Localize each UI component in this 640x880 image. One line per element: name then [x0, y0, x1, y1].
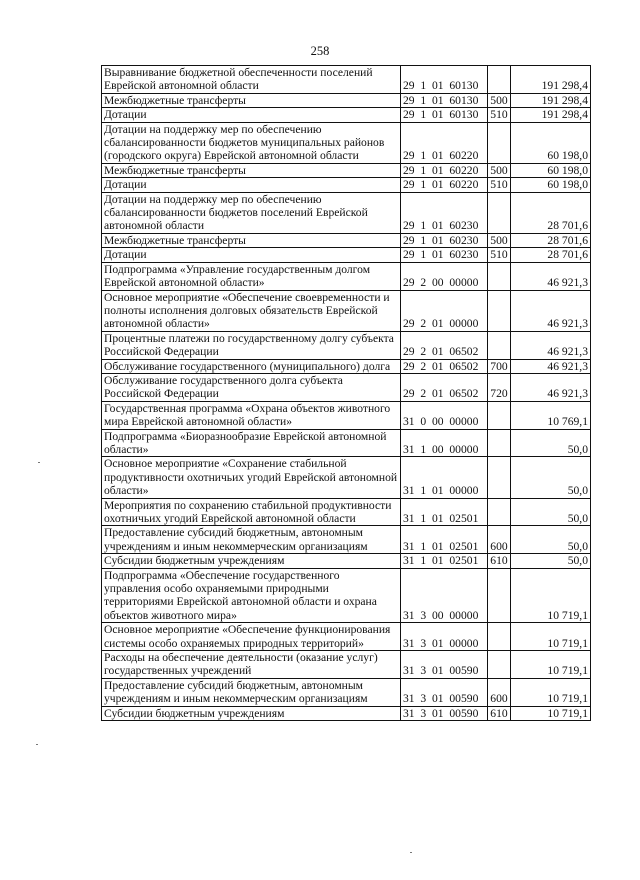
row-name-cell: Процентные платежи по государственному долгу субъекта Российской Федерации [102, 331, 401, 359]
amount-cell: 46 921,3 [511, 331, 591, 359]
expense-type-code-cell: 720 [488, 373, 511, 401]
table-row [102, 233, 591, 247]
row-name-cell: Дотации [102, 178, 401, 192]
page-number: 258 [310, 44, 330, 58]
expense-type-code-cell [488, 331, 511, 359]
target-article-code-cell: 31 1 01 00000 [401, 457, 488, 498]
row-name-cell: Расходы на обеспечение деятельности (оказание услуг) государственных учреждений [102, 651, 401, 679]
table-row [102, 248, 591, 262]
target-article-code-cell: 29 1 01 60230 [401, 233, 488, 247]
row-name-cell: Мероприятия по сохранению стабильной продуктивности охотничьих угодий Еврейской автономной области [102, 498, 401, 526]
row-name-cell: Основное мероприятие «Обеспечение функционирования системы особо охраняемых природных территорий» [102, 623, 401, 651]
table-row [102, 498, 591, 526]
target-article-code-cell: 31 3 01 00590 [401, 651, 488, 679]
row-name-cell: Предоставление субсидий бюджетным, автономным учреждениям и иным некоммерческим организациям [102, 678, 401, 706]
target-article-code-cell: 29 1 01 60220 [401, 178, 488, 192]
expense-type-code-cell [488, 498, 511, 526]
table-row [102, 359, 591, 373]
amount-cell: 28 701,6 [511, 192, 591, 233]
row-name-cell: Дотации [102, 108, 401, 122]
table-row [102, 401, 591, 429]
scan-speck [410, 852, 412, 853]
row-name-cell: Межбюджетные трансферты [102, 163, 401, 177]
row-name-cell: Субсидии бюджетным учреждениям [102, 554, 401, 568]
amount-cell: 50,0 [511, 498, 591, 526]
table-row [102, 163, 591, 177]
row-name-cell: Подпрограмма «Управление государственным долгом Еврейской автономной области» [102, 262, 401, 290]
table-row [102, 706, 591, 720]
target-article-code-cell: 29 1 01 60230 [401, 248, 488, 262]
expense-type-code-cell [488, 651, 511, 679]
amount-cell: 46 921,3 [511, 290, 591, 331]
expense-type-code-cell [488, 429, 511, 457]
row-name-cell: Субсидии бюджетным учреждениям [102, 706, 401, 720]
table-row [102, 457, 591, 498]
expense-type-code-cell: 510 [488, 108, 511, 122]
amount-cell: 10 719,1 [511, 678, 591, 706]
table-row [102, 93, 591, 107]
table-row [102, 554, 591, 568]
expense-type-code-cell: 600 [488, 678, 511, 706]
target-article-code-cell: 29 2 01 06502 [401, 359, 488, 373]
expense-type-code-cell [488, 290, 511, 331]
table-row [102, 66, 591, 94]
target-article-code-cell: 29 1 01 60130 [401, 93, 488, 107]
expense-type-code-cell: 500 [488, 93, 511, 107]
amount-cell: 10 719,1 [511, 623, 591, 651]
target-article-code-cell: 29 1 01 60220 [401, 122, 488, 163]
row-name-cell: Межбюджетные трансферты [102, 93, 401, 107]
table-row [102, 373, 591, 401]
table-row [102, 568, 591, 623]
expense-type-code-cell [488, 192, 511, 233]
target-article-code-cell: 31 1 01 02501 [401, 554, 488, 568]
table-row [102, 651, 591, 679]
table-row [102, 108, 591, 122]
amount-cell: 10 719,1 [511, 706, 591, 720]
table-row [102, 290, 591, 331]
table-row [102, 331, 591, 359]
row-name-cell: Выравнивание бюджетной обеспеченности поселений Еврейской автономной области [102, 66, 401, 94]
amount-cell: 46 921,3 [511, 373, 591, 401]
amount-cell: 50,0 [511, 554, 591, 568]
budget-table-body [102, 66, 591, 721]
target-article-code-cell: 29 1 01 60130 [401, 108, 488, 122]
expense-type-code-cell [488, 568, 511, 623]
target-article-code-cell: 29 2 01 06502 [401, 331, 488, 359]
budget-table [101, 65, 591, 721]
target-article-code-cell: 31 1 01 02501 [401, 526, 488, 554]
amount-cell: 46 921,3 [511, 262, 591, 290]
expense-type-code-cell: 510 [488, 178, 511, 192]
expense-type-code-cell: 500 [488, 163, 511, 177]
amount-cell: 46 921,3 [511, 359, 591, 373]
row-name-cell: Основное мероприятие «Обеспечение своевременности и полноты исполнения долговых обязательств Еврейской автономной области» [102, 290, 401, 331]
expense-type-code-cell [488, 623, 511, 651]
table-row [102, 678, 591, 706]
row-name-cell: Обслуживание государственного (муниципального) долга [102, 359, 401, 373]
target-article-code-cell: 29 2 01 00000 [401, 290, 488, 331]
row-name-cell: Обслуживание государственного долга субъекта Российской Федерации [102, 373, 401, 401]
amount-cell: 60 198,0 [511, 122, 591, 163]
row-name-cell: Межбюджетные трансферты [102, 233, 401, 247]
target-article-code-cell: 31 3 00 00000 [401, 568, 488, 623]
row-name-cell: Подпрограмма «Биоразнообразие Еврейской автономной области» [102, 429, 401, 457]
amount-cell: 191 298,4 [511, 66, 591, 94]
scan-speck [36, 744, 38, 745]
target-article-code-cell: 31 3 01 00590 [401, 706, 488, 720]
table-row [102, 178, 591, 192]
expense-type-code-cell [488, 401, 511, 429]
amount-cell: 60 198,0 [511, 178, 591, 192]
target-article-code-cell: 29 1 01 60230 [401, 192, 488, 233]
amount-cell: 50,0 [511, 457, 591, 498]
table-row [102, 623, 591, 651]
row-name-cell: Дотации [102, 248, 401, 262]
expense-type-code-cell: 600 [488, 526, 511, 554]
amount-cell: 60 198,0 [511, 163, 591, 177]
expense-type-code-cell: 610 [488, 706, 511, 720]
row-name-cell: Дотации на поддержку мер по обеспечению сбалансированности бюджетов поселений Еврейской автономной области [102, 192, 401, 233]
amount-cell: 50,0 [511, 429, 591, 457]
amount-cell: 10 719,1 [511, 568, 591, 623]
amount-cell: 28 701,6 [511, 248, 591, 262]
target-article-code-cell: 29 1 01 60220 [401, 163, 488, 177]
target-article-code-cell: 31 1 01 02501 [401, 498, 488, 526]
target-article-code-cell: 29 2 00 00000 [401, 262, 488, 290]
expense-type-code-cell [488, 66, 511, 94]
target-article-code-cell: 29 2 01 06502 [401, 373, 488, 401]
row-name-cell: Дотации на поддержку мер по обеспечению сбалансированности бюджетов муниципальных районов (городского округа) Еврейской автономной области [102, 122, 401, 163]
table-row [102, 192, 591, 233]
row-name-cell: Подпрограмма «Обеспечение государственного управления особо охраняемыми природными территориями Еврейской автономной области и охрана объектов животного мира» [102, 568, 401, 623]
target-article-code-cell: 29 1 01 60130 [401, 66, 488, 94]
amount-cell: 191 298,4 [511, 93, 591, 107]
expense-type-code-cell: 610 [488, 554, 511, 568]
row-name-cell: Предоставление субсидий бюджетным, автономным учреждениям и иным некоммерческим организациям [102, 526, 401, 554]
target-article-code-cell: 31 3 01 00590 [401, 678, 488, 706]
table-row [102, 429, 591, 457]
table-row [102, 122, 591, 163]
table-row [102, 262, 591, 290]
amount-cell: 10 719,1 [511, 651, 591, 679]
expense-type-code-cell: 510 [488, 248, 511, 262]
amount-cell: 191 298,4 [511, 108, 591, 122]
expense-type-code-cell [488, 122, 511, 163]
expense-type-code-cell: 700 [488, 359, 511, 373]
row-name-cell: Основное мероприятие «Сохранение стабильной продуктивности охотничьих угодий Еврейской автономной области» [102, 457, 401, 498]
expense-type-code-cell [488, 262, 511, 290]
table-row [102, 526, 591, 554]
amount-cell: 50,0 [511, 526, 591, 554]
target-article-code-cell: 31 0 00 00000 [401, 401, 488, 429]
expense-type-code-cell [488, 457, 511, 498]
amount-cell: 28 701,6 [511, 233, 591, 247]
scan-speck [38, 462, 40, 463]
row-name-cell: Государственная программа «Охрана объектов животного мира Еврейской автономной области» [102, 401, 401, 429]
expense-type-code-cell: 500 [488, 233, 511, 247]
target-article-code-cell: 31 1 00 00000 [401, 429, 488, 457]
amount-cell: 10 769,1 [511, 401, 591, 429]
target-article-code-cell: 31 3 01 00000 [401, 623, 488, 651]
